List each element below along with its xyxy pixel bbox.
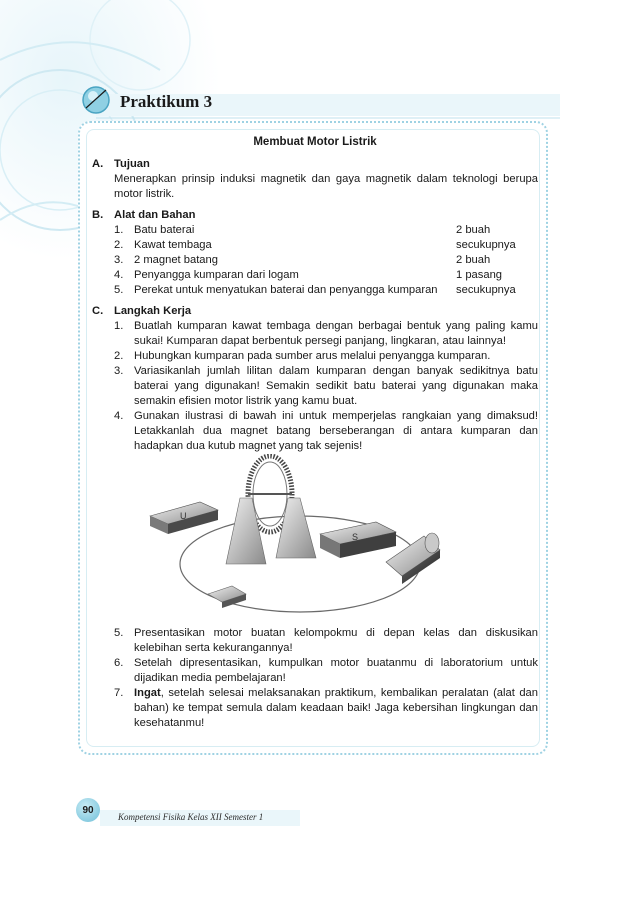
step-item: 6. Setelah dipresentasikan, kumpulkan motor buatanmu di laboratorium untuk dijadikan media pembelajaran! <box>114 657 538 684</box>
section-alat-bahan <box>92 208 538 298</box>
section-letter: C. <box>92 305 104 317</box>
magnet-label-right: S <box>352 532 359 542</box>
section-title: Tujuan <box>114 158 150 170</box>
section-text: Menerapkan prinsip induksi magnetik dan gaya magnetik dalam teknologi berupa motor listrik. <box>114 173 538 200</box>
magnet-label-left: U <box>180 511 187 521</box>
step-item: 1. Buatlah kumparan kawat tembaga dengan berbagai bentuk yang paling kamu sukai! Kumparan dapat berbentuk persegi panjang, lingkaran, atau lainnya! <box>114 320 538 347</box>
list-item: 3. 2 magnet batang 2 buah <box>114 254 491 266</box>
page-title: Praktikum 3 <box>120 92 213 111</box>
motor-diagram <box>140 454 500 626</box>
practicum-heading: Membuat Motor Listrik <box>253 136 377 148</box>
left-magnet <box>150 502 218 534</box>
right-magnet <box>320 522 396 558</box>
step-item: 4. Gunakan ilustrasi di bawah ini untuk memperjelas rangkaian yang dimaksud! Letakkanlah dua magnet batang berseberangan di antara kumparan dan hadapkan dua kutub magnet yang tak sejenis! <box>114 410 538 452</box>
praktikum-globe-icon <box>80 84 112 116</box>
right-support <box>276 498 316 558</box>
step-emphasis: Ingat <box>134 687 161 699</box>
page-number: 90 <box>76 798 100 822</box>
book-title: Kompetensi Fisika Kelas XII Semester 1 <box>118 812 264 822</box>
practicum-content <box>92 135 538 731</box>
section-letter: A. <box>92 158 104 170</box>
list-item: 1. Batu baterai 2 buah <box>114 224 491 236</box>
step-item: 5. Presentasikan motor buatan kelompokmu di depan kelas dan diskusikan kelebihan serta kekurangannya! <box>114 627 538 654</box>
section-title: Alat dan Bahan <box>114 209 196 221</box>
section-title: Langkah Kerja <box>114 305 192 317</box>
section-letter: B. <box>92 209 104 221</box>
step-item: 7. Ingat, setelah selesai melaksanakan praktikum, kembalikan peralatan (alat dan bahan) ke tempat semula dalam keadaan baik! Jaga kebersihan lingkungan dan kesehatanmu! <box>114 687 538 729</box>
motor-illustration <box>140 454 538 626</box>
list-item: 4. Penyangga kumparan dari logam 1 pasang <box>114 269 503 281</box>
section-langkah-kerja <box>92 304 538 731</box>
step-item: 2. Hubungkan kumparan pada sumber arus melalui penyangga kumparan. <box>114 350 491 362</box>
list-item: 5. Perekat untuk menyatukan baterai dan penyangga kumparan secukupnya <box>114 284 516 296</box>
list-item: 2. Kawat tembaga secukupnya <box>114 239 516 251</box>
section-tujuan <box>92 157 538 202</box>
step-item: 3. Variasikanlah jumlah lilitan dalam kumparan dengan banyak sedikitnya batu baterai yang digunakan! Semakin sedikit batu baterai yang digunakan maka semakin efisien motor listrik yang kamu buat. <box>114 365 538 407</box>
